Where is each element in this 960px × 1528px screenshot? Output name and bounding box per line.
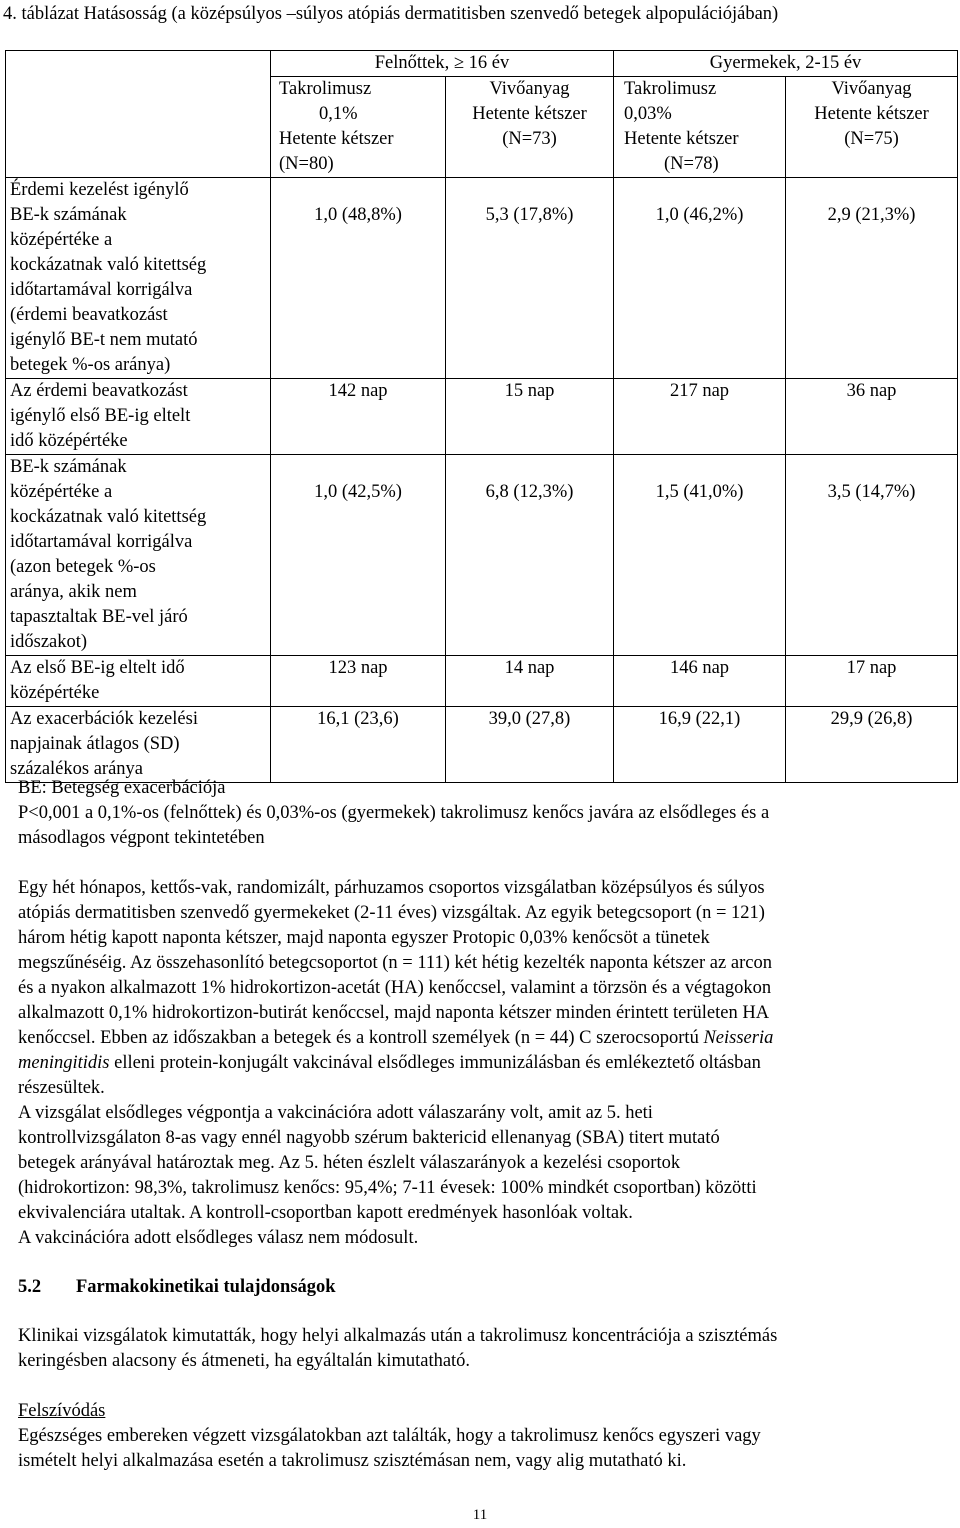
- table-cell: 29,9 (26,8): [786, 707, 958, 783]
- cell-value: 5,3 (17,8%): [485, 205, 574, 225]
- table-cell: [786, 178, 958, 379]
- col-head-line: Takrolimusz: [279, 79, 372, 99]
- paragraph-line: megszűnéséig. Az összehasonlító betegcsoportot (n = 111) két hétig kezelték naponta kétszer az arcon: [18, 953, 772, 973]
- col-head-tacro-003: [614, 77, 786, 178]
- col-head-line: Hetente kétszer: [279, 129, 394, 149]
- row-label-line: középértéke: [10, 683, 100, 703]
- row-label-line: középértéke a: [10, 482, 113, 502]
- subsection-title: Felszívódás: [18, 1401, 106, 1421]
- table-cell: 123 nap: [271, 656, 446, 707]
- row-label-line: tapasztaltak BE-vel járó: [10, 607, 188, 627]
- row-label-line: igénylő BE-t nem mutató: [10, 330, 198, 350]
- paragraph-line: Klinikai vizsgálatok kimutatták, hogy helyi alkalmazás után a takrolimusz koncentrációja a szisztémás: [18, 1326, 778, 1346]
- col-head-tacro-01: [271, 77, 446, 178]
- table-cell: 14 nap: [446, 656, 614, 707]
- paragraph-line: részesültek.: [18, 1078, 105, 1098]
- species-name: Neisseria: [703, 1028, 774, 1048]
- body-paragraph: [18, 1324, 943, 1374]
- table-row: [6, 656, 958, 707]
- row-label-line: kockázatnak való kitettség: [10, 507, 207, 527]
- col-head-line: Takrolimusz: [624, 79, 717, 99]
- table-cell: 17 nap: [786, 656, 958, 707]
- species-name: meningitidis: [18, 1053, 110, 1073]
- col-head-line: Vivőanyag: [489, 79, 570, 99]
- row-label-line: BE-k számának: [10, 205, 127, 225]
- row-label-line: Az exacerbációk kezelési: [10, 709, 198, 729]
- section-heading: [18, 1275, 336, 1300]
- row-label: [6, 379, 271, 455]
- row-label-line: Érdemi kezelést igénylő: [10, 180, 189, 200]
- row-label-line: (érdemi beavatkozást: [10, 305, 168, 325]
- col-head-line: (N=73): [502, 129, 557, 149]
- table-caption: 4. táblázat Hatásosság (a középsúlyos –súlyos atópiás dermatitisben szenvedő betegek alpopulációjában): [3, 4, 779, 24]
- paragraph-line: kontrollvizsgálaton 8-as vagy ennél nagyobb szérum baktericid ellenanyag (SBA) titert mutató: [18, 1128, 720, 1148]
- section-title: Farmakokinetikai tulajdonságok: [76, 1277, 336, 1297]
- col-head-line: 0,03%: [624, 104, 672, 124]
- paragraph-line: három hétig kapott naponta kétszer, majd naponta egyszer Protopic 0,03% kenőcsöt a tünetek: [18, 928, 710, 948]
- paragraph-line: keringésben alacsony és átmeneti, ha egyáltalán kimutatható.: [18, 1351, 471, 1371]
- cell-value: 6,8 (12,3%): [485, 482, 574, 502]
- table-row: [6, 707, 958, 783]
- paragraph-line: [18, 1026, 943, 1051]
- col-head-line: (N=80): [279, 154, 334, 174]
- table-cell: 39,0 (27,8): [446, 707, 614, 783]
- table-cell: 36 nap: [786, 379, 958, 455]
- row-label-line: (azon betegek %-os: [10, 557, 156, 577]
- header-blank-cell: [6, 51, 271, 178]
- paragraph-line: ekvivalenciára utaltak. A kontroll-csoportban kapott eredmények hasonlóak voltak.: [18, 1203, 633, 1223]
- col-head-line: Hetente kétszer: [624, 129, 739, 149]
- cell-value: 3,5 (14,7%): [827, 482, 916, 502]
- col-head-line: (N=78): [664, 154, 719, 174]
- cell-value: 2,9 (21,3%): [827, 205, 916, 225]
- col-head-line: (N=75): [844, 129, 899, 149]
- table-cell: [271, 455, 446, 656]
- paragraph-line: A vakcinációra adott elsődleges válasz nem módosult.: [18, 1228, 419, 1248]
- table-cell: 16,9 (22,1): [614, 707, 786, 783]
- paragraph-text: kenőccsel. Ebben az időszakban a betegek és a kontroll személyek (n = 44) C szerocsoportú: [18, 1028, 704, 1048]
- row-label-line: időtartamával korrigálva: [10, 532, 193, 552]
- paragraph-line: [18, 1051, 943, 1076]
- col-head-vehicle-adults: [446, 77, 614, 178]
- row-label-line: időtartamával korrigálva: [10, 280, 193, 300]
- page-number: 11: [472, 1507, 488, 1523]
- row-label-line: százalékos aránya: [10, 759, 144, 779]
- paragraph-line: Egészséges embereken végzett vizsgálatokban azt találták, hogy a takrolimusz kenőcs egyszeri vagy: [18, 1426, 761, 1446]
- col-head-line: Hetente kétszer: [472, 104, 587, 124]
- paragraph-line: és a nyakon alkalmazott 1% hidrokortizon-acetát (HA) kenőccsel, valamint a törzsön és a végtagokon: [18, 978, 772, 998]
- row-label-line: igénylő első BE-ig eltelt: [10, 406, 191, 426]
- col-head-vehicle-children: [786, 77, 958, 178]
- section-number: 5.2: [18, 1277, 42, 1297]
- row-label-line: betegek %-os aránya): [10, 355, 171, 375]
- col-head-line: 0,1%: [319, 104, 358, 124]
- table-row: [6, 379, 958, 455]
- table-cell: 142 nap: [271, 379, 446, 455]
- group-header-children: Gyermekek, 2-15 év: [614, 51, 958, 77]
- table-footnote: [18, 776, 948, 851]
- table-cell: [271, 178, 446, 379]
- row-label-line: Az érdemi beavatkozást: [10, 381, 188, 401]
- footnote-abbreviation: BE: Betegség exacerbációja: [18, 778, 226, 798]
- col-head-line: Vivőanyag: [831, 79, 912, 99]
- row-label-line: időszakot): [10, 632, 88, 652]
- table-cell: 146 nap: [614, 656, 786, 707]
- row-label-line: Az első BE-ig eltelt idő: [10, 658, 185, 678]
- paragraph-line: (hidrokortizon: 98,3%, takrolimusz kenőcs: 95,4%; 7-11 évesek: 100% mindkét csoportban) közötti: [18, 1178, 757, 1198]
- paragraph-line: ismételt helyi alkalmazása esetén a takrolimusz szisztémásan nem, vagy alig mutatható ki.: [18, 1451, 687, 1471]
- table-cell: 16,1 (23,6): [271, 707, 446, 783]
- col-head-line: Hetente kétszer: [814, 104, 929, 124]
- footnote-pvalue-line: másodlagos végpont tekintetében: [18, 828, 265, 848]
- paragraph-line: Egy hét hónapos, kettős-vak, randomizált, párhuzamos csoportos vizsgálatban középsúlyos és súlyos: [18, 878, 765, 898]
- table-cell: 15 nap: [446, 379, 614, 455]
- cell-value: 1,0 (42,5%): [314, 482, 402, 502]
- row-label-line: BE-k számának: [10, 457, 127, 477]
- table-row: [6, 455, 958, 656]
- paragraph-line: alkalmazott 0,1% hidrokortizon-butirát kenőccsel, majd naponta kétszer minden érintett területen HA: [18, 1003, 770, 1023]
- body-paragraph: [18, 876, 943, 1251]
- row-label: [6, 178, 271, 379]
- group-header-adults: Felnőttek, ≥ 16 év: [271, 51, 614, 77]
- table-cell: [786, 455, 958, 656]
- cell-value: 1,0 (46,2%): [655, 205, 744, 225]
- cell-value: 1,5 (41,0%): [655, 482, 744, 502]
- cell-value: 1,0 (48,8%): [314, 205, 402, 225]
- row-label-line: aránya, akik nem: [10, 582, 137, 602]
- table-cell: [614, 178, 786, 379]
- efficacy-table: [5, 50, 958, 783]
- row-label-line: napjainak átlagos (SD): [10, 734, 180, 754]
- row-label: [6, 455, 271, 656]
- paragraph-line: A vizsgálat elsődleges végpontja a vakcinációra adott válaszarány volt, amit az 5. heti: [18, 1103, 653, 1123]
- row-label: [6, 656, 271, 707]
- row-label-line: középértéke a: [10, 230, 113, 250]
- table-cell: 217 nap: [614, 379, 786, 455]
- row-label-line: kockázatnak való kitettség: [10, 255, 207, 275]
- subsection: [18, 1399, 943, 1474]
- table-cell: [614, 455, 786, 656]
- table-cell: [446, 455, 614, 656]
- row-label: [6, 707, 271, 783]
- row-label-line: idő középértéke: [10, 431, 128, 451]
- table-cell: [446, 178, 614, 379]
- paragraph-text: elleni protein-konjugált vakcinával elsődleges immunizálásban és emlékeztető oltásban: [109, 1053, 761, 1073]
- paragraph-line: atópiás dermatitisben szenvedő gyermekeket (2-11 éves) vizsgáltak. Az egyik betegcsoport (n = 121): [18, 903, 765, 923]
- table-row: [6, 178, 958, 379]
- footnote-pvalue-line: P<0,001 a 0,1%-os (felnőttek) és 0,03%-os (gyermekek) takrolimusz kenőcs javára az elsődleges és a: [18, 803, 770, 823]
- paragraph-line: betegek arányával határoztak meg. Az 5. héten észlelt válaszarányok a kezelési csoportok: [18, 1153, 681, 1173]
